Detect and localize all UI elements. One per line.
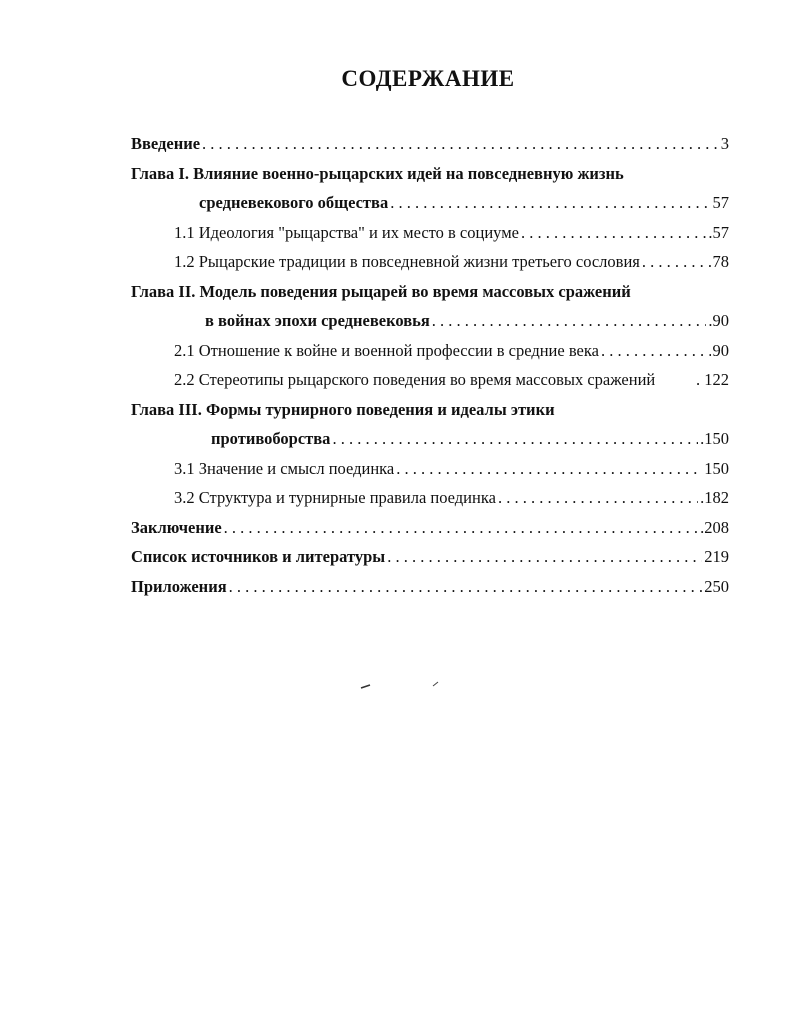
dot-leader bbox=[498, 488, 698, 508]
dot-leader bbox=[390, 193, 710, 213]
toc-entry bbox=[131, 252, 729, 282]
toc-entry-page: 250 bbox=[704, 576, 729, 596]
toc-entry-label: Глава III. Формы турнирного поведения и идеалы этики bbox=[131, 399, 555, 419]
toc-entry bbox=[131, 341, 729, 371]
dot-leader bbox=[387, 547, 702, 567]
dot-leader bbox=[642, 252, 711, 272]
toc-entry bbox=[131, 459, 729, 489]
toc-entry-page: .90 bbox=[708, 311, 729, 330]
toc-entry-page: 3 bbox=[720, 134, 729, 153]
toc-entry-label: 3.2 Структура и турнирные правила поединка bbox=[174, 488, 496, 507]
dot-leader bbox=[332, 429, 698, 449]
toc-chapter-heading bbox=[131, 400, 729, 430]
dot-leader bbox=[229, 577, 703, 597]
dot-leader bbox=[521, 223, 706, 243]
toc-entry-label: Заключение bbox=[131, 517, 222, 537]
toc-chapter-heading bbox=[131, 164, 729, 194]
toc-entry-page: . 122 bbox=[696, 370, 729, 389]
toc-entry-label: Введение bbox=[131, 134, 201, 153]
toc-entry-label: 1.2 Рыцарские традиции в повседневной жизни третьего сословия bbox=[174, 252, 640, 271]
toc-entry bbox=[131, 429, 729, 459]
toc-entry-page: .182 bbox=[700, 488, 729, 507]
toc-entry-page: .150 bbox=[700, 429, 729, 448]
toc-entry bbox=[131, 223, 729, 253]
toc-entry-label: Глава II. Модель поведения рыцарей во время массовых сражений bbox=[131, 281, 631, 301]
toc-entry-label: Список источников и литературы bbox=[131, 547, 386, 566]
dot-leader bbox=[202, 134, 719, 154]
toc-entry-label: в войнах эпохи средневековья bbox=[205, 311, 430, 330]
toc-entry bbox=[131, 488, 729, 518]
toc-entry bbox=[131, 311, 729, 341]
toc-chapter-heading bbox=[131, 282, 729, 312]
dot-leader bbox=[432, 311, 707, 331]
dot-leader bbox=[396, 459, 702, 479]
toc-entry bbox=[131, 134, 729, 164]
toc-entry bbox=[131, 518, 729, 548]
toc-entry-page: 78 bbox=[712, 252, 729, 271]
toc-entry-label: противоборства bbox=[211, 429, 331, 448]
toc-entry-label: средневекового общества bbox=[199, 193, 389, 212]
toc-entry-label: 2.1 Отношение к войне и военной профессии в средние века bbox=[174, 340, 599, 360]
toc-entry-label: Приложения bbox=[131, 576, 227, 596]
dot-leader bbox=[601, 341, 711, 361]
page-title: СОДЕРЖАНИЕ bbox=[341, 66, 515, 91]
toc-entry bbox=[131, 577, 729, 607]
toc-entry-label: 2.2 Стереотипы рыцарского поведения во время массовых сражений bbox=[174, 370, 656, 389]
toc-entry bbox=[131, 547, 729, 577]
toc-entry-label: 1.1 Идеология "рыцарства" и их место в социуме bbox=[174, 222, 519, 242]
scan-mark bbox=[432, 681, 440, 687]
toc-entry-page: 57 bbox=[712, 193, 729, 212]
dot-leader bbox=[224, 518, 698, 538]
toc-entry bbox=[131, 193, 729, 223]
toc-entry-label: Глава I. Влияние военно-рыцарских идей на повседневную жизнь bbox=[131, 163, 624, 183]
toc-entry bbox=[131, 370, 729, 400]
toc-entry-page: 219 bbox=[704, 547, 729, 566]
table-of-contents bbox=[131, 134, 729, 606]
toc-entry-page: .57 bbox=[708, 222, 729, 242]
scan-mark bbox=[360, 684, 372, 690]
toc-entry-page: .208 bbox=[700, 517, 729, 537]
toc-entry-page: 150 bbox=[704, 458, 729, 478]
toc-entry-label: 3.1 Значение и смысл поединка bbox=[174, 458, 395, 478]
toc-entry-page: 90 bbox=[712, 340, 729, 360]
